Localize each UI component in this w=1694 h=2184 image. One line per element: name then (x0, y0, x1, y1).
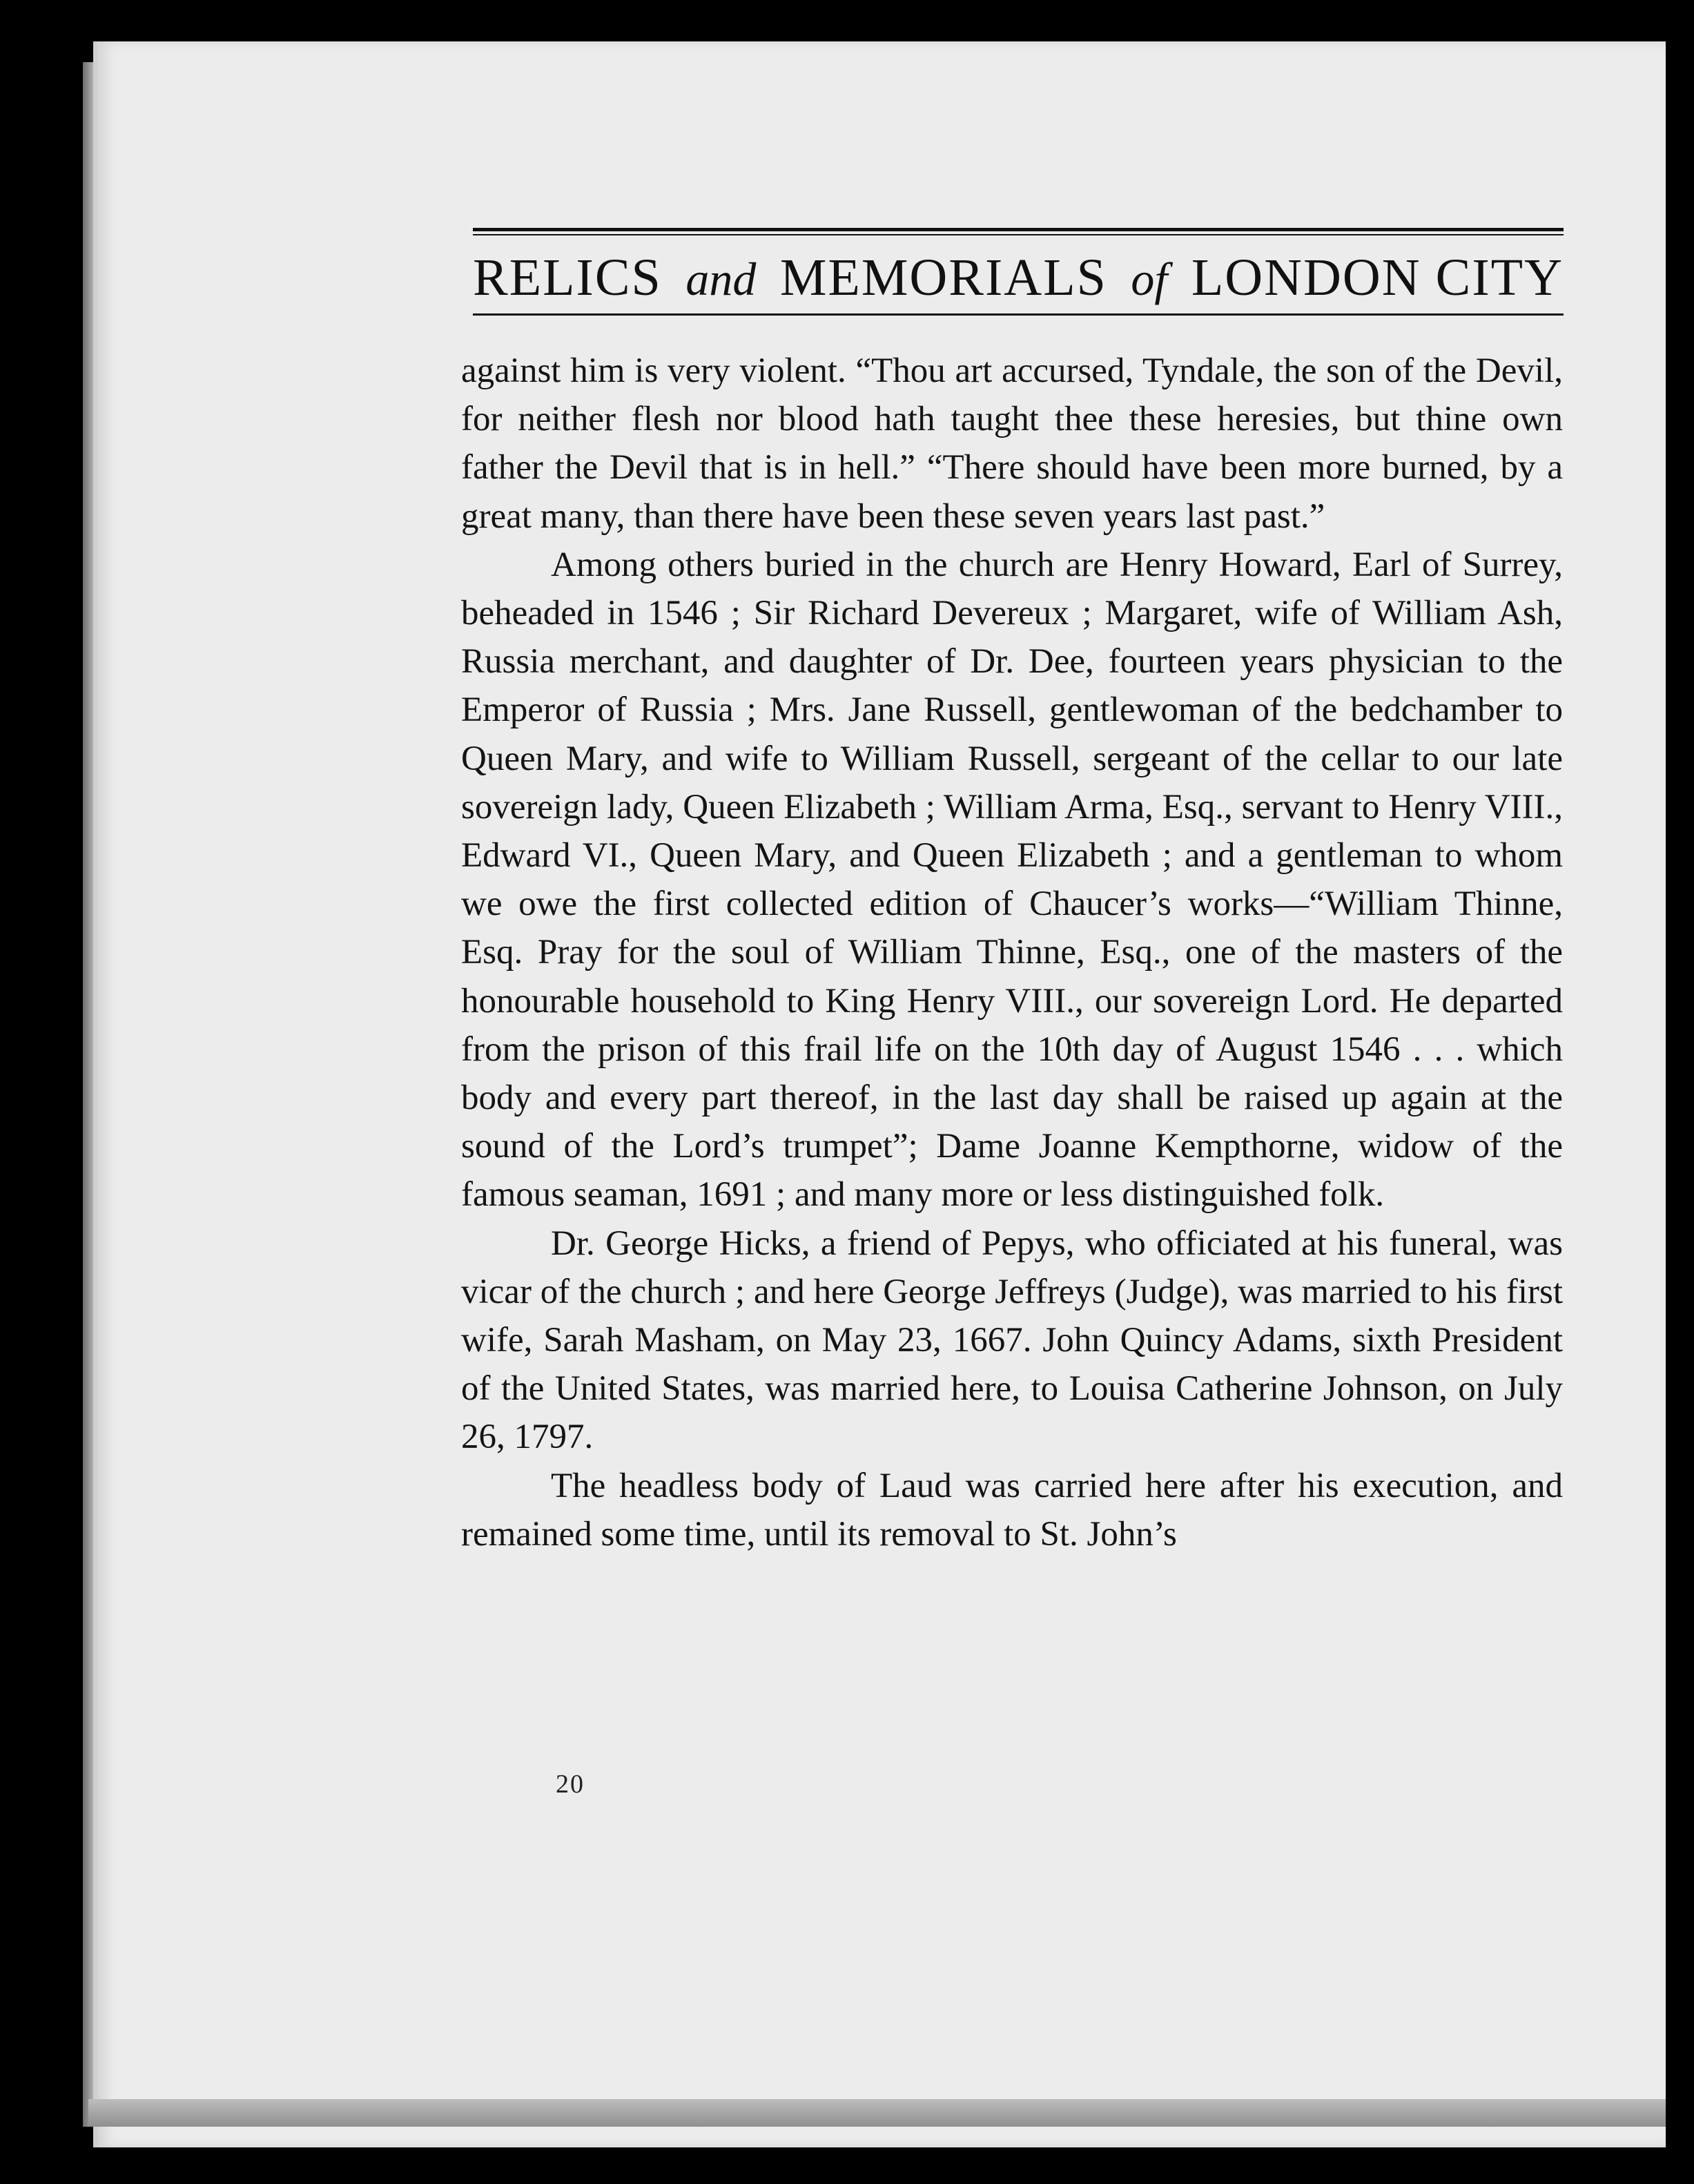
header-title (473, 235, 1564, 313)
page-edge (88, 2099, 1666, 2127)
header-rule-bottom (473, 313, 1564, 316)
running-header (473, 228, 1564, 316)
paragraph-4: The headless body of Laud was carried here after his execution, and remained some time, until its removal to St. John’s (461, 1466, 1563, 1554)
header-rule-top (473, 228, 1564, 235)
paragraph-3: Dr. George Hicks, a friend of Pepys, who officiated at his funeral, was vicar of the church ; and here George Jeffreys (Judge), was married to his first wife, Sarah Masham, on May 23, 1667. John Quincy Adams, sixth President of the United States, was married here, to Louisa Catherine Johnson, on July 26, 1797. (461, 1224, 1563, 1457)
header-word-london-city: LONDON CITY (1191, 249, 1564, 307)
body-text (461, 347, 1563, 1558)
page-number: 20 (556, 1770, 585, 1799)
header-word-and: and (685, 253, 757, 305)
paragraph-1: against him is very violent. “Thou art accursed, Tyndale, the son of the Devil, for neither flesh nor blood hath taught thee these heresies, but thine own father the Devil that is in hell.” “There should have been more burned, by a great many, than there have been these seven years last past.” (461, 351, 1563, 536)
paragraph-2: Among others buried in the church are Henry Howard, Earl of Surrey, beheaded in 1546 ; Sir Richard Devereux ; Margaret, wife of William Ash, Russia merchant, and daughter of Dr. Dee, fourteen years physician to the Emperor of Russia ; Mrs. Jane Russell, gentlewoman of the bedchamber to Queen Mary, and wife to William Russell, sergeant of the cellar to our late sovereign lady, Queen Elizabeth ; William Arma, Esq., servant to Henry VIII., Edward VI., Queen Mary, and Queen Elizabeth ; and a gentleman to whom we owe the first collected edition of Chaucer’s works—“William Thinne, Esq. Pray for the soul of William Thinne, Esq., one of the masters of the honourable household to King Henry VIII., our sovereign Lord. He departed from the prison of this frail life on the 10th day of August 1546 . . . which body and every part thereof, in the last day shall be raised up again at the sound of the Lord’s trumpet”; Dame Joanne Kempthorne, widow of the famous seaman, 1691 ; and many more or less distinguished folk. (461, 545, 1563, 1215)
header-word-of: of (1131, 253, 1168, 305)
header-word-memorials: MEMORIALS (779, 249, 1107, 307)
header-word-relics: RELICS (473, 249, 662, 307)
